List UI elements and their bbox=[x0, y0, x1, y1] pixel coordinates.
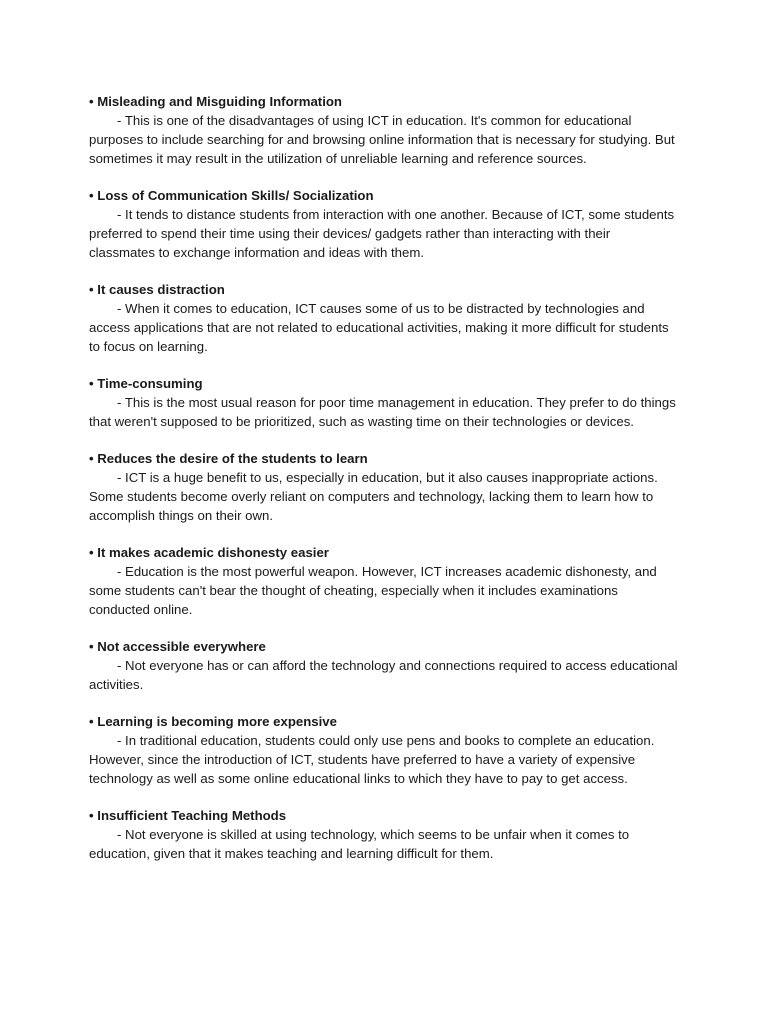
section-body: - This is one of the disadvantages of using ICT in education. It's common for educational purposes to include searching for and browsing online information that is necessary for studying. But sometimes it may result in the utilization of unreliable learning and reference sources. bbox=[89, 113, 675, 166]
section-heading: • Not accessible everywhere bbox=[89, 639, 266, 654]
section-heading: • Learning is becoming more expensive bbox=[89, 714, 337, 729]
section-not-accessible bbox=[89, 637, 679, 694]
section-heading: • Insufficient Teaching Methods bbox=[89, 808, 287, 823]
section-heading: • Misleading and Misguiding Information bbox=[89, 94, 342, 109]
section-reduces-desire bbox=[89, 449, 679, 525]
section-more-expensive bbox=[89, 712, 679, 788]
section-insufficient-teaching bbox=[89, 806, 679, 863]
section-body: - When it comes to education, ICT causes some of us to be distracted by technologies and access applications that are not related to educational activities, making it more difficult for students to focus on learning. bbox=[89, 301, 669, 354]
section-heading: • It causes distraction bbox=[89, 282, 225, 297]
document-page bbox=[89, 92, 679, 881]
section-heading: • It makes academic dishonesty easier bbox=[89, 545, 329, 560]
section-body: - In traditional education, students could only use pens and books to complete an education. However, since the introduction of ICT, students have preferred to have a variety of expensive technology as well as some online educational links to which they have to pay to get access. bbox=[89, 733, 655, 786]
section-misleading-information bbox=[89, 92, 679, 168]
section-distraction bbox=[89, 280, 679, 356]
section-loss-of-communication bbox=[89, 186, 679, 262]
section-heading: • Time-consuming bbox=[89, 376, 203, 391]
section-body: - This is the most usual reason for poor time management in education. They prefer to do things that weren't supposed to be prioritized, such as wasting time on their technologies or devices. bbox=[89, 395, 676, 429]
section-body: - It tends to distance students from interaction with one another. Because of ICT, some students preferred to spend their time using their devices/ gadgets rather than interacting with their classmates to exchange information and ideas with them. bbox=[89, 207, 675, 260]
section-heading: • Loss of Communication Skills/ Socialization bbox=[89, 188, 374, 203]
section-academic-dishonesty bbox=[89, 543, 679, 619]
section-body: - Not everyone is skilled at using technology, which seems to be unfair when it comes to education, given that it makes teaching and learning difficult for them. bbox=[89, 827, 630, 861]
section-body: - ICT is a huge benefit to us, especially in education, but it also causes inappropriate actions. Some students become overly reliant on computers and technology, lacking them to learn how to accomplish things on their own. bbox=[89, 470, 658, 523]
section-body: - Education is the most powerful weapon. However, ICT increases academic dishonesty, and some students can't bear the thought of cheating, especially when it includes examinations conducted online. bbox=[89, 564, 657, 617]
section-heading: • Reduces the desire of the students to learn bbox=[89, 451, 368, 466]
section-body: - Not everyone has or can afford the technology and connections required to access educational activities. bbox=[89, 658, 678, 692]
section-time-consuming bbox=[89, 374, 679, 431]
